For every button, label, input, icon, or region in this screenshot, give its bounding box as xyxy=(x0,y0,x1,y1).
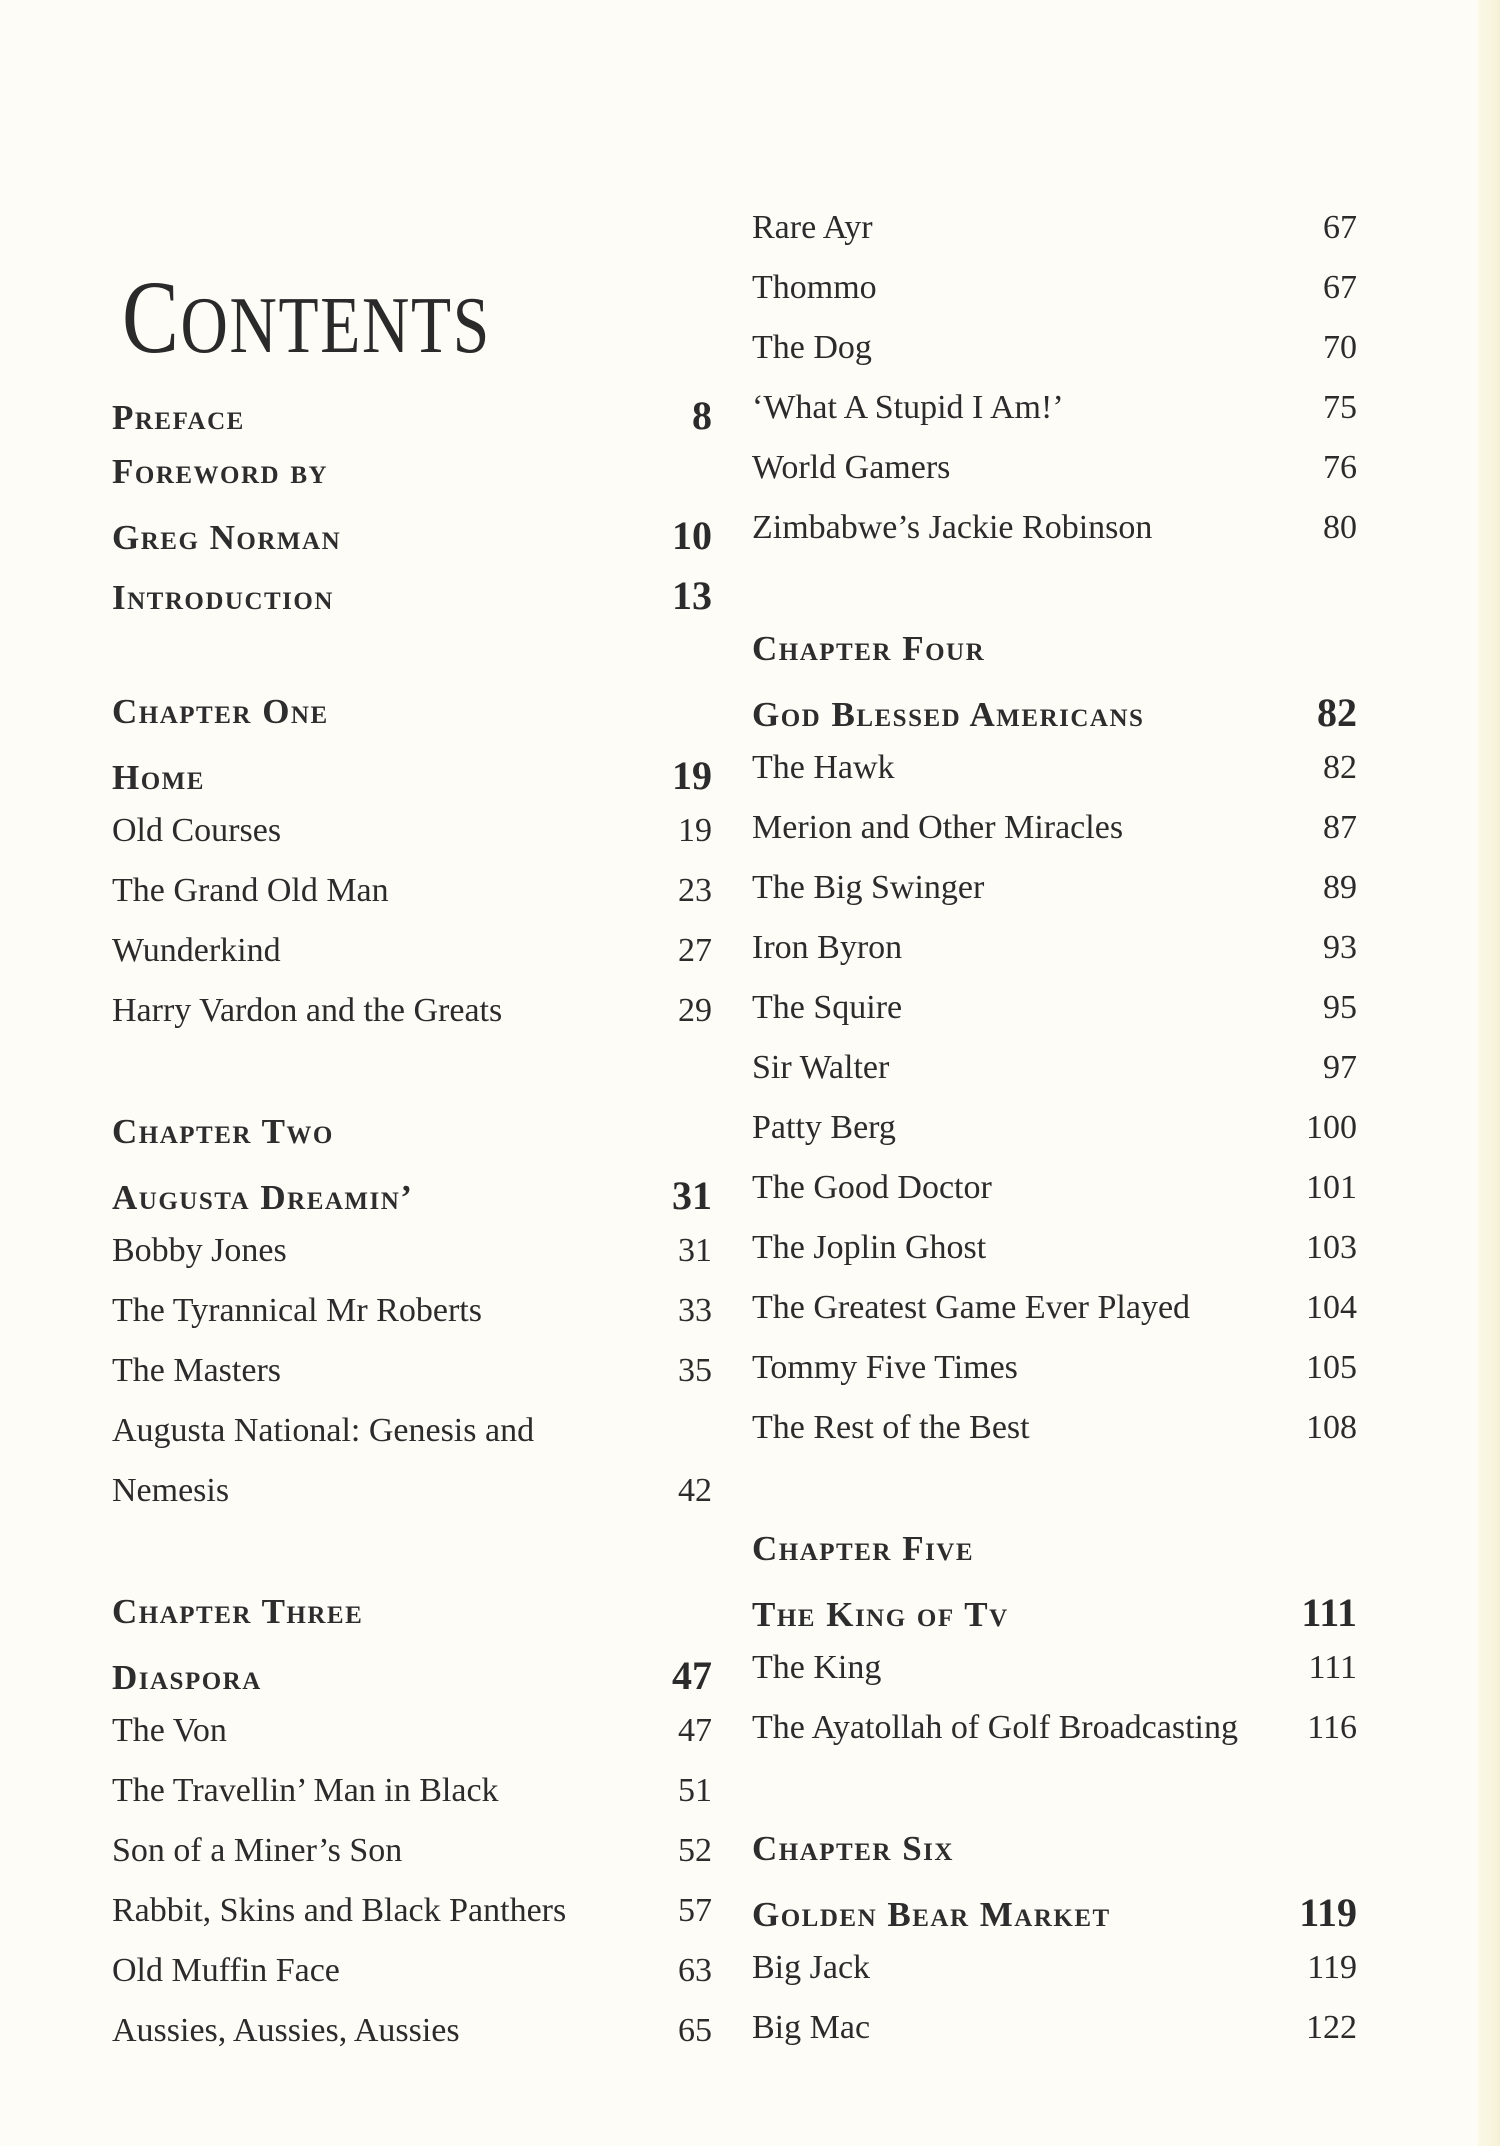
toc-label: The King xyxy=(752,1649,882,1686)
toc-entry-iron-byron[interactable] xyxy=(752,929,1357,989)
toc-label: Introduction xyxy=(112,578,334,617)
toc-label: The Good Doctor xyxy=(752,1169,992,1206)
toc-entry-zimbabwe-s-jackie-robinson[interactable] xyxy=(752,509,1357,569)
toc-heading-home[interactable] xyxy=(112,752,712,812)
toc-label: Zimbabwe’s Jackie Robinson xyxy=(752,509,1153,546)
toc-entry-aussies-aussies-aussies[interactable] xyxy=(112,2012,712,2072)
toc-page-number: 31 xyxy=(678,1232,712,1269)
toc-entry-the-von[interactable] xyxy=(112,1712,712,1772)
toc-entry-patty-berg[interactable] xyxy=(752,1109,1357,1169)
toc-label: The King of Tv xyxy=(752,1595,1009,1634)
toc-page-number: 111 xyxy=(1308,1649,1357,1686)
toc-label: The Ayatollah of Golf Broadcasting xyxy=(752,1709,1238,1746)
toc-label: The Squire xyxy=(752,989,903,1026)
toc-page-number: 67 xyxy=(1323,269,1357,306)
toc-entry-the-ayatollah-of-golf-broadcasting[interactable] xyxy=(752,1709,1357,1769)
toc-page-number: 29 xyxy=(678,992,712,1029)
toc-page-number: 108 xyxy=(1306,1409,1357,1446)
toc-page-number: 89 xyxy=(1323,869,1357,906)
toc-label: Iron Byron xyxy=(752,929,903,966)
toc-heading-foreword-by[interactable] xyxy=(112,452,712,512)
toc-label: The Joplin Ghost xyxy=(752,1229,987,1266)
toc-label: Augusta National: Genesis and xyxy=(112,1412,535,1449)
toc-page-number: 31 xyxy=(672,1173,712,1218)
toc-page-number: 82 xyxy=(1317,690,1357,735)
toc-entry-big-jack[interactable] xyxy=(752,1949,1357,2009)
toc-heading-chapter-five[interactable] xyxy=(752,1529,1357,1589)
toc-entry-the-hawk[interactable] xyxy=(752,749,1357,809)
toc-page-number: 52 xyxy=(678,1832,712,1869)
toc-label: Home xyxy=(112,758,205,797)
toc-entry-old-courses[interactable] xyxy=(112,812,712,872)
toc-page-number: 119 xyxy=(1307,1949,1357,1986)
toc-page-number: 104 xyxy=(1306,1289,1357,1326)
toc-entry-the-rest-of-the-best[interactable] xyxy=(752,1409,1357,1469)
toc-page-number: 70 xyxy=(1323,329,1357,366)
toc-entry-bobby-jones[interactable] xyxy=(112,1232,712,1292)
toc-page-number: 80 xyxy=(1323,509,1357,546)
toc-entry-the-tyrannical-mr-roberts[interactable] xyxy=(112,1292,712,1352)
toc-label: The Greatest Game Ever Played xyxy=(752,1289,1191,1326)
toc-label: Merion and Other Miracles xyxy=(752,809,1124,846)
toc-heading-greg-norman[interactable] xyxy=(112,512,712,572)
toc-heading-chapter-one[interactable] xyxy=(112,692,712,752)
toc-page-number: 63 xyxy=(678,1952,712,1989)
toc-page-number: 93 xyxy=(1323,929,1357,966)
toc-entry-the-squire[interactable] xyxy=(752,989,1357,1049)
toc-page-number: 47 xyxy=(678,1712,712,1749)
toc-label: The Grand Old Man xyxy=(112,872,389,909)
toc-page-number: 13 xyxy=(672,573,712,618)
toc-page-number: 19 xyxy=(672,753,712,798)
toc-page-number: 75 xyxy=(1323,389,1357,426)
toc-entry-what-a-stupid-i-am[interactable] xyxy=(752,389,1357,449)
toc-page-number: 103 xyxy=(1306,1229,1357,1266)
toc-label: Sir Walter xyxy=(752,1049,890,1086)
toc-heading-chapter-three[interactable] xyxy=(112,1592,712,1652)
toc-label: Chapter Six xyxy=(752,1829,954,1868)
toc-page-number: 65 xyxy=(678,2012,712,2049)
toc-label: Aussies, Aussies, Aussies xyxy=(112,2012,460,2049)
toc-heading-chapter-four[interactable] xyxy=(752,629,1357,689)
toc-entry-sir-walter[interactable] xyxy=(752,1049,1357,1109)
toc-page-number: 95 xyxy=(1323,989,1357,1026)
toc-label: Tommy Five Times xyxy=(752,1349,1018,1386)
toc-label: Thommo xyxy=(752,269,877,306)
toc-page-number: 122 xyxy=(1306,2009,1357,2046)
title-rest: ONTENTS xyxy=(180,281,491,370)
toc-page-number: 105 xyxy=(1306,1349,1357,1386)
toc-page-number: 10 xyxy=(672,513,712,558)
toc-label: Chapter Two xyxy=(112,1112,334,1151)
toc-heading-augusta-dreamin[interactable] xyxy=(112,1172,712,1232)
toc-label: Patty Berg xyxy=(752,1109,896,1146)
toc-label: Old Courses xyxy=(112,812,282,849)
toc-label: Son of a Miner’s Son xyxy=(112,1832,403,1869)
toc-entry-the-king[interactable] xyxy=(752,1649,1357,1709)
toc-label: Chapter Four xyxy=(752,629,986,668)
toc-page-number: 51 xyxy=(678,1772,712,1809)
toc-entry-rare-ayr[interactable] xyxy=(752,209,1357,269)
toc-label: Big Mac xyxy=(752,2009,871,2046)
toc-page-number: 101 xyxy=(1306,1169,1357,1206)
toc-label: Foreword by xyxy=(112,452,329,491)
toc-page-number: 76 xyxy=(1323,449,1357,486)
toc-heading-diaspora[interactable] xyxy=(112,1652,712,1712)
toc-label: ‘What A Stupid I Am!’ xyxy=(752,389,1064,426)
toc-label: Wunderkind xyxy=(112,932,281,969)
toc-entry-the-joplin-ghost[interactable] xyxy=(752,1229,1357,1289)
toc-page-number: 47 xyxy=(672,1653,712,1698)
toc-label: Diaspora xyxy=(112,1658,262,1697)
toc-entry-the-greatest-game-ever-played[interactable] xyxy=(752,1289,1357,1349)
page-edge xyxy=(1478,0,1500,2146)
toc-label: God Blessed Americans xyxy=(752,695,1145,734)
toc-label: Chapter One xyxy=(112,692,329,731)
toc-heading-golden-bear-market[interactable] xyxy=(752,1889,1357,1949)
toc-entry-rabbit-skins-and-black-panthers[interactable] xyxy=(112,1892,712,1952)
toc-page-number: 57 xyxy=(678,1892,712,1929)
toc-label: Bobby Jones xyxy=(112,1232,287,1269)
toc-label: Chapter Three xyxy=(112,1592,364,1631)
toc-page-number: 67 xyxy=(1323,209,1357,246)
toc-entry-harry-vardon-and-the-greats[interactable] xyxy=(112,992,712,1052)
toc-label: The Masters xyxy=(112,1352,282,1389)
toc-label: Rare Ayr xyxy=(752,209,873,246)
toc-label: Rabbit, Skins and Black Panthers xyxy=(112,1892,567,1929)
toc-entry-big-mac[interactable] xyxy=(752,2009,1357,2069)
toc-label: Preface xyxy=(112,398,245,437)
toc-label: The Dog xyxy=(752,329,872,366)
page-title xyxy=(122,259,491,375)
toc-label: Old Muffin Face xyxy=(112,1952,340,1989)
toc-entry-son-of-a-miner-s-son[interactable] xyxy=(112,1832,712,1892)
toc-entry-the-masters[interactable] xyxy=(112,1352,712,1412)
toc-heading-introduction[interactable] xyxy=(112,572,712,632)
toc-label: Golden Bear Market xyxy=(752,1895,1111,1934)
toc-page-number: 35 xyxy=(678,1352,712,1389)
toc-page-number: 33 xyxy=(678,1292,712,1329)
toc-page-number: 19 xyxy=(678,812,712,849)
toc-heading-the-king-of-tv[interactable] xyxy=(752,1589,1357,1649)
toc-page-number: 23 xyxy=(678,872,712,909)
toc-label: World Gamers xyxy=(752,449,951,486)
toc-label: The Big Swinger xyxy=(752,869,985,906)
toc-entry-the-travellin-man-in-black[interactable] xyxy=(112,1772,712,1832)
toc-entry-old-muffin-face[interactable] xyxy=(112,1952,712,2012)
toc-entry-merion-and-other-miracles[interactable] xyxy=(752,809,1357,869)
toc-page-number: 42 xyxy=(678,1472,712,1509)
toc-entry-wunderkind[interactable] xyxy=(112,932,712,992)
toc-label: The Rest of the Best xyxy=(752,1409,1030,1446)
toc-label: The Von xyxy=(112,1712,227,1749)
toc-entry-the-grand-old-man[interactable] xyxy=(112,872,712,932)
toc-heading-god-blessed-americans[interactable] xyxy=(752,689,1357,749)
toc-page-number: 111 xyxy=(1301,1590,1357,1635)
toc-heading-chapter-six[interactable] xyxy=(752,1829,1357,1889)
toc-entry-thommo[interactable] xyxy=(752,269,1357,329)
toc-entry-the-dog[interactable] xyxy=(752,329,1357,389)
toc-page-number: 100 xyxy=(1306,1109,1357,1146)
toc-page-number: 82 xyxy=(1323,749,1357,786)
toc-page-number: 116 xyxy=(1307,1709,1357,1746)
toc-entry-augusta-national-genesis-and[interactable] xyxy=(112,1412,712,1472)
toc-label: Augusta Dreamin’ xyxy=(112,1178,414,1217)
title-initial: C xyxy=(122,259,181,375)
toc-label: The Tyrannical Mr Roberts xyxy=(112,1292,482,1329)
toc-page-number: 119 xyxy=(1299,1890,1357,1935)
toc-label: The Travellin’ Man in Black xyxy=(112,1772,499,1809)
toc-entry-tommy-five-times[interactable] xyxy=(752,1349,1357,1409)
toc-label: Big Jack xyxy=(752,1949,871,1986)
toc-label: Greg Norman xyxy=(112,518,342,557)
toc-entry-the-big-swinger[interactable] xyxy=(752,869,1357,929)
toc-label: Harry Vardon and the Greats xyxy=(112,992,503,1029)
toc-label: Nemesis xyxy=(112,1472,230,1509)
toc-label: Chapter Five xyxy=(752,1529,975,1568)
toc-label: The Hawk xyxy=(752,749,895,786)
toc-page-number: 97 xyxy=(1323,1049,1357,1086)
toc-heading-preface[interactable] xyxy=(112,392,712,452)
toc-entry-the-good-doctor[interactable] xyxy=(752,1169,1357,1229)
toc-page-number: 27 xyxy=(678,932,712,969)
toc-entry-nemesis[interactable] xyxy=(112,1472,712,1532)
toc-page-number: 8 xyxy=(692,393,712,438)
toc-entry-world-gamers[interactable] xyxy=(752,449,1357,509)
toc-heading-chapter-two[interactable] xyxy=(112,1112,712,1172)
toc-page-number: 87 xyxy=(1323,809,1357,846)
